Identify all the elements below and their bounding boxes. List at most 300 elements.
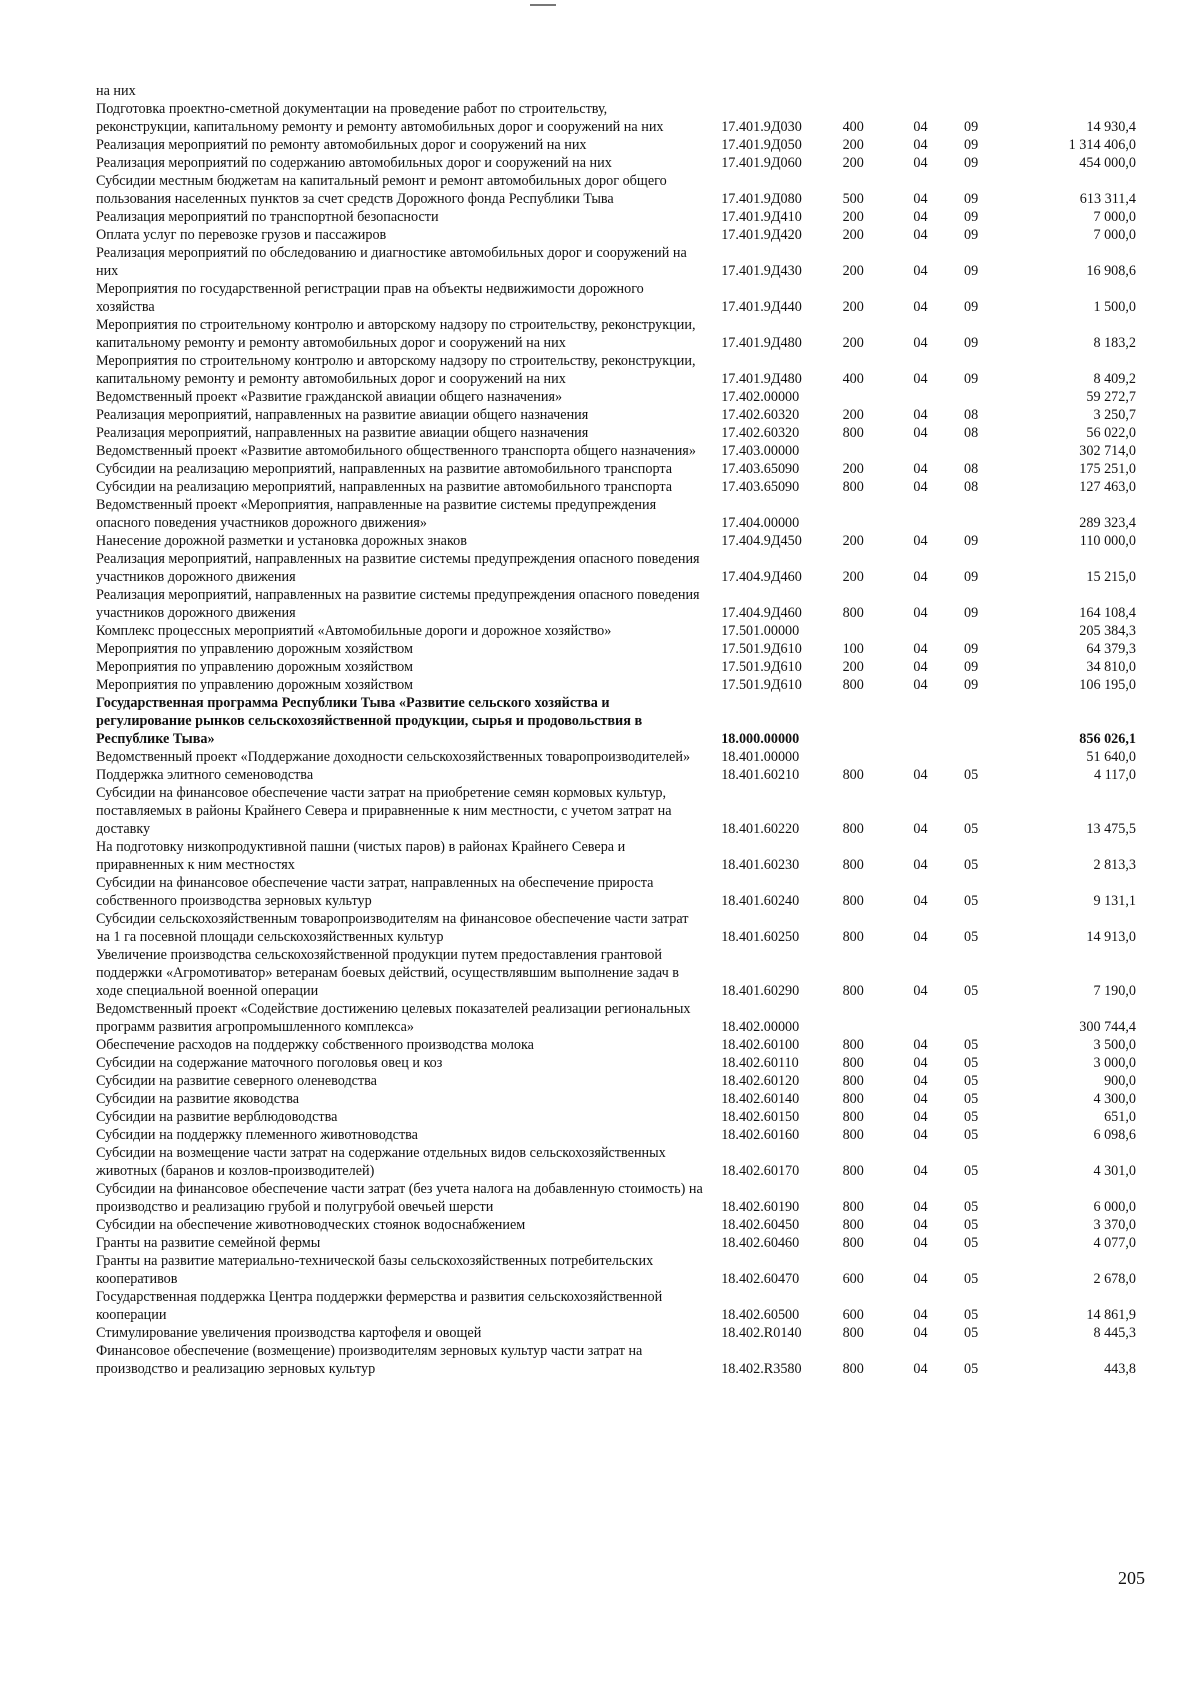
row-vr	[841, 388, 914, 406]
row-pr: 09	[963, 137, 979, 153]
table-row	[96, 352, 1136, 388]
row-sum: 15 215,0	[1086, 569, 1136, 585]
row-rz: 04	[913, 1235, 928, 1251]
row-name: Субсидии на финансовое обеспечение части затрат (без учета налога на добавленную стоимость) на производство и реализацию грубой и полугрубой овечьей шерсти	[96, 1181, 703, 1215]
table-row	[96, 442, 1136, 460]
row-pr	[964, 82, 1025, 100]
row-vr: 100	[842, 641, 864, 657]
row-name: Реализация мероприятий по содержанию автомобильных дорог и сооружений на них	[96, 155, 612, 171]
row-pr: 05	[963, 1361, 979, 1377]
row-sum: 4 300,0	[1093, 1091, 1136, 1107]
table-row	[96, 1126, 1136, 1144]
row-name: Мероприятия по строительному контролю и авторскому надзору по строительству, реконструкции, капитальному ремонту и ремонту автомобильных дорог и сооружений на них	[96, 317, 696, 351]
row-vr: 800	[842, 1163, 864, 1179]
table-row	[96, 1054, 1136, 1072]
row-pr: 05	[963, 1073, 979, 1089]
table-row	[96, 676, 1136, 694]
table-row	[96, 1144, 1136, 1180]
row-name: Субсидии на содержание маточного поголовья овец и коз	[96, 1055, 443, 1071]
row-rz: 04	[913, 857, 928, 873]
row-code: 17.401.9Д420	[721, 227, 802, 243]
row-sum: 4 301,0	[1093, 1163, 1136, 1179]
row-vr: 200	[842, 335, 864, 351]
row-pr: 05	[963, 857, 979, 873]
row-name: Субсидии на развитие северного оленеводства	[96, 1073, 377, 1089]
row-pr: 09	[963, 263, 979, 279]
row-code: 18.000.00000	[721, 731, 800, 747]
row-vr: 800	[842, 1199, 864, 1215]
row-sum: 7 000,0	[1093, 209, 1136, 225]
row-rz: 04	[913, 425, 928, 441]
row-code: 17.402.00000	[721, 389, 800, 405]
row-vr: 200	[842, 659, 864, 675]
row-rz: 04	[913, 1037, 928, 1053]
row-rz: 04	[913, 1325, 928, 1341]
row-vr: 200	[842, 461, 864, 477]
row-rz: 04	[913, 407, 928, 423]
row-name: Мероприятия по управлению дорожным хозяйством	[96, 677, 413, 693]
row-vr: 800	[842, 767, 864, 783]
row-code: 18.401.60220	[721, 821, 800, 837]
table-row	[96, 478, 1136, 496]
row-pr: 05	[963, 1235, 979, 1251]
row-rz: 04	[913, 1109, 928, 1125]
page-number: 205	[1118, 1568, 1145, 1588]
row-name: Субсидии на возмещение части затрат на содержание отдельных видов сельскохозяйственных животных (баранов и козлов-производителей)	[96, 1145, 666, 1179]
row-pr: 05	[963, 1199, 979, 1215]
row-pr	[964, 748, 1025, 766]
row-vr: 800	[842, 1127, 864, 1143]
row-vr	[841, 748, 914, 766]
row-sum: 7 190,0	[1093, 983, 1136, 999]
row-code: 17.401.9Д060	[721, 155, 802, 171]
row-vr: 800	[842, 893, 864, 909]
row-code: 17.401.9Д050	[721, 137, 802, 153]
row-vr: 200	[842, 263, 864, 279]
row-sum: 443,8	[1104, 1361, 1136, 1377]
row-sum: 164 108,4	[1079, 605, 1136, 621]
row-name: Субсидии местным бюджетам на капитальный ремонт и ремонт автомобильных дорог общего пользования населенных пунктов за счет средств Дорожного фонда Республики Тыва	[96, 173, 667, 207]
row-rz: 04	[913, 263, 928, 279]
row-rz: 04	[913, 533, 928, 549]
row-rz: 04	[913, 1307, 928, 1323]
row-code: 17.403.65090	[721, 479, 800, 495]
row-code: 18.402.60100	[721, 1037, 800, 1053]
row-pr: 09	[963, 569, 979, 585]
row-code: 17.401.9Д480	[721, 335, 802, 351]
row-vr: 600	[842, 1307, 864, 1323]
table-row	[96, 1342, 1136, 1378]
row-sum: 7 000,0	[1093, 227, 1136, 243]
row-sum: 613 311,4	[1079, 191, 1136, 207]
row-vr	[841, 496, 914, 532]
row-code: 18.402.60470	[721, 1271, 800, 1287]
row-vr: 800	[842, 821, 864, 837]
row-vr: 800	[842, 1109, 864, 1125]
row-code: 18.402.60120	[721, 1073, 800, 1089]
row-name: Реализация мероприятий, направленных на развитие авиации общего назначения	[96, 425, 589, 441]
row-vr: 200	[842, 569, 864, 585]
row-vr	[841, 82, 914, 100]
row-code: 18.401.60240	[721, 893, 800, 909]
table-row	[96, 658, 1136, 676]
row-sum: 106 195,0	[1079, 677, 1136, 693]
row-pr: 09	[963, 155, 979, 171]
row-sum: 16 908,6	[1086, 263, 1136, 279]
row-sum: 64 379,3	[1086, 641, 1136, 657]
row-rz: 04	[913, 191, 928, 207]
row-sum: 34 810,0	[1086, 659, 1136, 675]
row-name: Реализация мероприятий, направленных на развитие системы предупреждения опасного поведения участников дорожного движения	[96, 587, 700, 621]
row-sum: 300 744,4	[1079, 1019, 1136, 1035]
row-rz: 04	[913, 659, 928, 675]
row-sum: 56 022,0	[1086, 425, 1136, 441]
row-name: Реализация мероприятий по обследованию и диагностике автомобильных дорог и сооружений на них	[96, 245, 687, 279]
row-name: Обеспечение расходов на поддержку собственного производства молока	[96, 1037, 534, 1053]
row-pr: 09	[963, 191, 979, 207]
row-vr: 800	[842, 1235, 864, 1251]
row-code: 17.404.9Д460	[721, 569, 802, 585]
table-row	[96, 208, 1136, 226]
row-rz: 04	[913, 767, 928, 783]
row-sum: 2 678,0	[1093, 1271, 1136, 1287]
row-vr: 800	[842, 1055, 864, 1071]
row-pr: 05	[963, 1325, 979, 1341]
row-rz	[913, 1000, 964, 1036]
row-name: Поддержка элитного семеноводства	[96, 767, 314, 783]
row-name: Реализация мероприятий, направленных на развитие авиации общего назначения	[96, 407, 589, 423]
row-sum: 4 117,0	[1093, 767, 1136, 783]
row-code: 17.401.9Д410	[721, 209, 802, 225]
row-pr: 08	[963, 479, 979, 495]
row-name: Мероприятия по управлению дорожным хозяйством	[96, 659, 413, 675]
table-row	[96, 172, 1136, 208]
table-row	[96, 1072, 1136, 1090]
row-vr	[841, 622, 914, 640]
row-name: Гранты на развитие материально-технической базы сельскохозяйственных потребительских кооперативов	[96, 1253, 654, 1287]
row-name: на них	[96, 83, 136, 99]
table-row	[96, 1000, 1136, 1036]
row-name: Субсидии на реализацию мероприятий, направленных на развитие автомобильного транспорта	[96, 461, 673, 477]
row-rz	[913, 694, 964, 748]
row-sum: 14 861,9	[1086, 1307, 1136, 1323]
row-name: Финансовое обеспечение (возмещение) производителям зерновых культур части затрат на производство и реализацию зерновых культур	[96, 1343, 643, 1377]
row-pr: 09	[963, 605, 979, 621]
row-code: 17.401.9Д030	[721, 119, 802, 135]
row-pr: 09	[963, 641, 979, 657]
row-sum: 51 640,0	[1086, 749, 1136, 765]
row-code: 18.402.60460	[721, 1235, 800, 1251]
row-name: Ведомственный проект «Развитие гражданской авиации общего назначения»	[96, 389, 563, 405]
row-code: 17.402.60320	[721, 407, 800, 423]
row-name: На подготовку низкопродуктивной пашни (чистых паров) в районах Крайнего Севера и приравненных к ним местностях	[96, 839, 626, 873]
row-sum: 3 500,0	[1093, 1037, 1136, 1053]
row-pr: 05	[963, 1307, 979, 1323]
row-sum: 3 250,7	[1093, 407, 1136, 423]
row-code: 18.401.60210	[721, 767, 800, 783]
row-code: 18.402.R0140	[721, 1325, 802, 1341]
row-name: Субсидии на реализацию мероприятий, направленных на развитие автомобильного транспорта	[96, 479, 673, 495]
row-vr: 800	[842, 857, 864, 873]
row-vr: 400	[842, 119, 864, 135]
row-vr: 400	[842, 371, 864, 387]
row-rz: 04	[913, 1361, 928, 1377]
row-pr: 08	[963, 407, 979, 423]
table-row	[96, 784, 1136, 838]
table-row	[96, 280, 1136, 316]
row-sum: 651,0	[1104, 1109, 1136, 1125]
row-code: 17.401.9Д430	[721, 263, 802, 279]
row-pr: 08	[963, 461, 979, 477]
row-sum: 6 000,0	[1093, 1199, 1136, 1215]
row-code: 18.401.60230	[721, 857, 800, 873]
row-pr: 08	[963, 425, 979, 441]
row-name: Мероприятия по государственной регистрации прав на объекты недвижимости дорожного хозяйства	[96, 281, 644, 315]
row-rz: 04	[913, 569, 928, 585]
row-pr: 05	[963, 767, 979, 783]
table-row	[96, 838, 1136, 874]
row-rz: 04	[913, 371, 928, 387]
row-name: Реализация мероприятий по транспортной безопасности	[96, 209, 439, 225]
row-rz: 04	[913, 137, 928, 153]
row-pr: 05	[963, 1127, 979, 1143]
scan-mark	[530, 4, 556, 6]
row-vr	[841, 1000, 914, 1036]
row-name: Субсидии на развитие яководства	[96, 1091, 300, 1107]
row-code: 17.403.00000	[721, 443, 800, 459]
row-sum: 14 930,4	[1086, 119, 1136, 135]
budget-table	[96, 82, 1136, 1378]
row-pr: 09	[963, 677, 979, 693]
table-row	[96, 460, 1136, 478]
row-rz: 04	[913, 1271, 928, 1287]
row-name: Увеличение производства сельскохозяйственной продукции путем предоставления грантовой поддержки «Агромотиватор» ветеранам боевых действий, осуществлявшим выполнение задач в ходе специальной военной операции	[96, 947, 679, 999]
row-code: 17.402.60320	[721, 425, 800, 441]
row-vr: 800	[842, 1091, 864, 1107]
table-row	[96, 532, 1136, 550]
row-vr: 800	[842, 425, 864, 441]
table-row	[96, 748, 1136, 766]
row-pr: 05	[963, 1055, 979, 1071]
row-vr: 800	[842, 677, 864, 693]
row-rz: 04	[913, 1091, 928, 1107]
row-code: 17.404.9Д450	[721, 533, 802, 549]
row-vr: 200	[842, 533, 864, 549]
row-name: Ведомственный проект «Мероприятия, направленные на развитие системы предупреждения опасного поведения участников дорожного движения»	[96, 497, 657, 531]
table-row	[96, 406, 1136, 424]
row-rz: 04	[913, 893, 928, 909]
table-row	[96, 388, 1136, 406]
row-sum: 1 500,0	[1093, 299, 1136, 315]
table-row	[96, 316, 1136, 352]
row-code: 17.401.9Д440	[721, 299, 802, 315]
row-vr: 800	[842, 1325, 864, 1341]
row-rz	[913, 622, 964, 640]
row-vr: 600	[842, 1271, 864, 1287]
row-rz	[913, 82, 964, 100]
row-rz: 04	[913, 227, 928, 243]
row-sum: 127 463,0	[1079, 479, 1136, 495]
row-code: 18.402.60450	[721, 1217, 800, 1233]
row-rz: 04	[913, 605, 928, 621]
row-code: 18.402.60140	[721, 1091, 800, 1107]
table-row	[96, 910, 1136, 946]
row-sum: 8 409,2	[1093, 371, 1136, 387]
row-sum: 3 370,0	[1093, 1217, 1136, 1233]
row-vr: 800	[842, 1037, 864, 1053]
row-pr	[964, 496, 1025, 532]
row-rz: 04	[913, 479, 928, 495]
row-sum: 59 272,7	[1086, 389, 1136, 405]
row-pr: 05	[963, 983, 979, 999]
table-row	[96, 154, 1136, 172]
row-pr: 05	[963, 1163, 979, 1179]
row-rz: 04	[913, 641, 928, 657]
row-sum: 4 077,0	[1093, 1235, 1136, 1251]
table-row	[96, 100, 1136, 136]
row-vr	[841, 694, 914, 748]
row-vr	[841, 442, 914, 460]
table-row	[96, 1216, 1136, 1234]
row-name: Гранты на развитие семейной фермы	[96, 1235, 321, 1251]
table-row	[96, 874, 1136, 910]
table-row	[96, 622, 1136, 640]
row-vr: 200	[842, 407, 864, 423]
row-pr: 09	[963, 227, 979, 243]
row-vr: 800	[842, 1217, 864, 1233]
row-name: Субсидии на поддержку племенного животноводства	[96, 1127, 418, 1143]
row-rz: 04	[913, 299, 928, 315]
row-name: Реализация мероприятий по ремонту автомобильных дорог и сооружений на них	[96, 137, 587, 153]
row-name: Ведомственный проект «Развитие автомобильного общественного транспорта общего назначения»	[96, 443, 696, 459]
row-code: 17.403.65090	[721, 461, 800, 477]
row-sum: 8 183,2	[1093, 335, 1136, 351]
table-row	[96, 1036, 1136, 1054]
row-pr: 05	[963, 1217, 979, 1233]
row-rz: 04	[913, 1217, 928, 1233]
table-row	[96, 1288, 1136, 1324]
row-rz	[913, 748, 964, 766]
row-code: 17.501.9Д610	[721, 641, 802, 657]
row-pr: 05	[963, 1271, 979, 1287]
table-row	[96, 1108, 1136, 1126]
row-name: Субсидии на финансовое обеспечение части затрат, направленных на обеспечение прироста собственного производства зерновых культур	[96, 875, 654, 909]
row-code: 17.501.9Д610	[721, 659, 802, 675]
row-vr: 200	[842, 209, 864, 225]
row-name: Стимулирование увеличения производства картофеля и овощей	[96, 1325, 482, 1341]
row-vr: 800	[842, 1073, 864, 1089]
row-rz: 04	[913, 983, 928, 999]
table-row	[96, 424, 1136, 442]
table-row	[96, 1090, 1136, 1108]
row-name: Подготовка проектно-сметной документации на проведение работ по строительству, реконструкции, капитальному ремонту и ремонту автомобильных дорог и сооружений на них	[96, 101, 664, 135]
row-vr: 200	[842, 137, 864, 153]
row-rz: 04	[913, 1127, 928, 1143]
table-row	[96, 82, 1136, 100]
row-code: 18.402.00000	[721, 1019, 800, 1035]
row-rz: 04	[913, 335, 928, 351]
table-row	[96, 244, 1136, 280]
row-sum: 3 000,0	[1093, 1055, 1136, 1071]
row-sum: 175 251,0	[1079, 461, 1136, 477]
row-pr	[964, 388, 1025, 406]
row-code: 17.401.9Д480	[721, 371, 802, 387]
row-sum: 9 131,1	[1093, 893, 1136, 909]
row-pr	[964, 622, 1025, 640]
row-name: Нанесение дорожной разметки и установка дорожных знаков	[96, 533, 467, 549]
row-code: 18.402.60190	[721, 1199, 800, 1215]
row-pr: 05	[963, 929, 979, 945]
row-code: 18.402.60170	[721, 1163, 800, 1179]
table-row	[96, 226, 1136, 244]
row-name: Субсидии на обеспечение животноводческих стоянок водоснабжением	[96, 1217, 526, 1233]
row-pr: 05	[963, 821, 979, 837]
row-sum: 205 384,3	[1079, 623, 1136, 639]
row-sum: 110 000,0	[1079, 533, 1136, 549]
table-row	[96, 496, 1136, 532]
table-row	[96, 550, 1136, 586]
row-name: Ведомственный проект «Поддержание доходности сельскохозяйственных товаропроизводителей»	[96, 749, 691, 765]
table-row	[96, 1234, 1136, 1252]
row-sum: 289 323,4	[1079, 515, 1136, 531]
row-code: 18.402.60500	[721, 1307, 800, 1323]
row-vr: 200	[842, 155, 864, 171]
row-rz	[913, 388, 964, 406]
row-pr: 09	[963, 659, 979, 675]
row-vr: 500	[842, 191, 864, 207]
row-pr: 05	[963, 1109, 979, 1125]
row-code: 17.404.00000	[721, 515, 800, 531]
table-row	[96, 1252, 1136, 1288]
row-pr: 09	[963, 335, 979, 351]
row-sum: 13 475,5	[1086, 821, 1136, 837]
row-rz: 04	[913, 155, 928, 171]
row-sum: 6 098,6	[1093, 1127, 1136, 1143]
row-sum: 454 000,0	[1079, 155, 1136, 171]
row-pr: 09	[963, 299, 979, 315]
row-vr: 200	[842, 227, 864, 243]
row-code: 17.404.9Д460	[721, 605, 802, 621]
table-row	[96, 1180, 1136, 1216]
row-sum	[1025, 82, 1136, 100]
row-vr: 200	[842, 299, 864, 315]
row-sum: 1 314 406,0	[1068, 137, 1136, 153]
row-rz: 04	[913, 929, 928, 945]
row-code: 18.402.60110	[721, 1055, 799, 1071]
row-pr: 05	[963, 893, 979, 909]
row-name: Субсидии на развитие верблюдоводства	[96, 1109, 338, 1125]
row-name: Субсидии сельскохозяйственным товаропроизводителям на финансовое обеспечение части затрат на 1 га посевной площади сельскохозяйственных культур	[96, 911, 689, 945]
row-sum: 2 813,3	[1093, 857, 1136, 873]
row-pr: 09	[963, 209, 979, 225]
row-code: 18.402.R3580	[721, 1361, 802, 1377]
row-sum: 302 714,0	[1079, 443, 1136, 459]
row-sum: 900,0	[1104, 1073, 1136, 1089]
row-pr: 05	[963, 1037, 979, 1053]
row-code: 17.401.9Д080	[721, 191, 802, 207]
row-code: 18.401.60250	[721, 929, 800, 945]
row-vr: 800	[842, 605, 864, 621]
row-code: 18.401.60290	[721, 983, 800, 999]
row-name: Ведомственный проект «Содействие достижению целевых показателей реализации региональных программ развития агропромышленного комплекса»	[96, 1001, 691, 1035]
row-name: Государственная поддержка Центра поддержки фермерства и развития сельскохозяйственной кооперации	[96, 1289, 663, 1323]
table-row	[96, 1324, 1136, 1342]
table-row	[96, 946, 1136, 1000]
row-rz: 04	[913, 1163, 928, 1179]
row-sum: 8 445,3	[1093, 1325, 1136, 1341]
row-pr: 09	[963, 533, 979, 549]
row-pr: 09	[963, 371, 979, 387]
